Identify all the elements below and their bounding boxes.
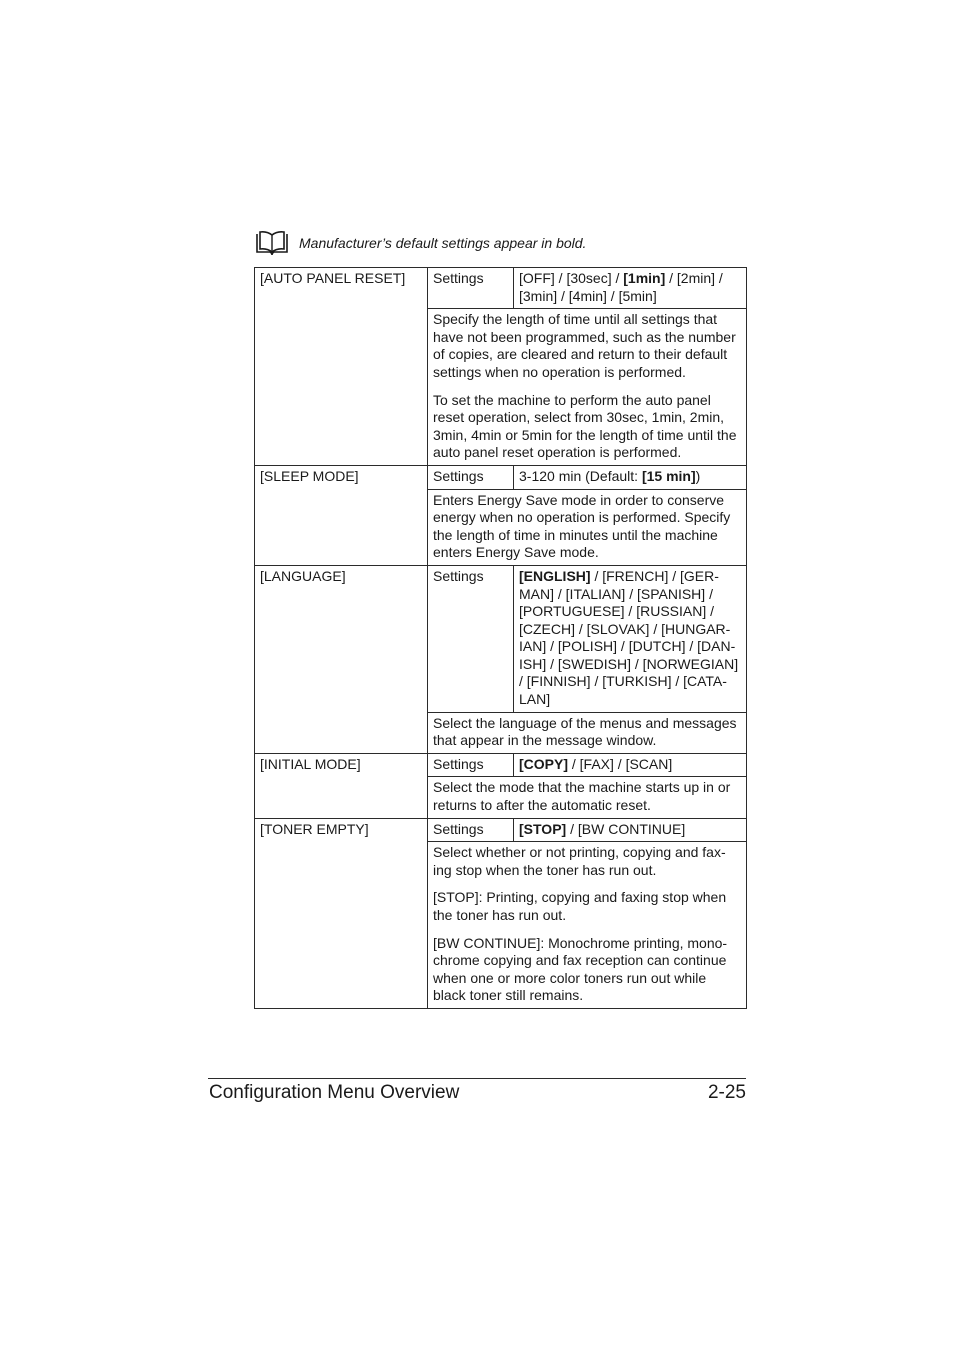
setting-options-cell: [514, 268, 747, 309]
setting-description-cell: [428, 777, 747, 818]
description-paragraph: [BW CONTINUE]: Monochrome printing, mono-chrome copying and fax reception can continue when one or more color toners run out while black toner still remains.: [433, 934, 728, 1004]
default-option: [15 min]: [641, 467, 696, 484]
settings-label-cell: Settings: [428, 268, 514, 309]
option-text: [OFF] / [30sec] /: [519, 270, 624, 286]
settings-table: [254, 267, 747, 1009]
settings-label-cell: Settings: [428, 565, 514, 712]
footer-rule: [208, 1078, 746, 1079]
setting-name-cell: [LANGUAGE]: [255, 565, 428, 753]
option-text: / [BW CONTINUE]: [566, 820, 686, 837]
description-paragraph: Select the language of the menus and messages that appear in the message window.: [433, 714, 737, 749]
open-book-icon: [255, 230, 289, 256]
settings-label-cell: Settings: [428, 753, 514, 777]
description-paragraph: Enters Energy Save mode in order to conserve energy when no operation is performed. Specify the length of time in minutes until the machine enters Energy Save mode.: [433, 491, 731, 561]
option-text: / [FRENCH] / [GER-MAN] / [ITALIAN] / [SPANISH] / [PORTUGUESE] / [RUSSIAN] / [CZECH] / [SLOVAK] / [HUNGAR-IAN] / [POLISH] / [DUTCH] / [DAN-ISH] / [SWEDISH] / [NORWEGIAN] / [FINNISH] / [TURKISH] / [CATA-LAN]: [519, 567, 739, 708]
table-row: [255, 465, 747, 489]
default-option: [STOP]: [519, 820, 567, 837]
setting-name-cell: [TONER EMPTY]: [255, 818, 428, 1008]
setting-name-cell: [SLEEP MODE]: [255, 465, 428, 565]
table-row: [255, 753, 747, 777]
setting-options-cell: [514, 753, 747, 777]
default-option: [1min]: [623, 270, 666, 286]
description-paragraph: Select whether or not printing, copying and fax-ing stop when the toner has run out.: [433, 844, 726, 878]
setting-description-cell: [428, 309, 747, 466]
default-option: [ENGLISH]: [519, 567, 591, 584]
description-paragraph: To set the machine to perform the auto panel reset operation, select from 30sec, 1min, 2min, 3min, 4min or 5min for the length of time until the auto panel reset operation is performed.: [433, 391, 737, 461]
option-text: / [FAX] / [SCAN]: [568, 755, 673, 772]
option-text: ): [695, 467, 701, 484]
default-option: [COPY]: [519, 755, 568, 772]
setting-description-cell: [428, 712, 747, 753]
option-text: / [2min] / [3min] / [4min] / [5min]: [519, 270, 723, 304]
setting-name-cell: [AUTO PANEL RESET]: [255, 268, 428, 466]
description-paragraph: Specify the length of time until all settings that have not been programmed, such as the number of copies, are cleared and return to their default settings when no operation is performed.: [433, 311, 736, 380]
note-text: Manufacturer’s default settings appear in bold.: [299, 235, 587, 251]
settings-label-cell: Settings: [428, 818, 514, 842]
setting-description-cell: [428, 842, 747, 1009]
setting-options-cell: [514, 465, 747, 489]
setting-options-cell: [514, 565, 747, 712]
setting-name-cell: [INITIAL MODE]: [255, 753, 428, 818]
table-row: [255, 268, 747, 309]
default-settings-note: [255, 230, 586, 256]
footer-section-title: Configuration Menu Overview: [209, 1082, 460, 1103]
table-row: [255, 818, 747, 842]
option-text: 3-120 min (Default:: [519, 467, 642, 484]
setting-options-cell: [514, 818, 747, 842]
description-paragraph: [STOP]: Printing, copying and faxing stop when the toner has run out.: [433, 889, 727, 923]
page-number: 2-25: [707, 1082, 746, 1103]
settings-label-cell: Settings: [428, 465, 514, 489]
setting-description-cell: [428, 489, 747, 565]
description-paragraph: Select the mode that the machine starts up in or returns to after the automatic reset.: [433, 779, 731, 814]
table-row: [255, 565, 747, 712]
